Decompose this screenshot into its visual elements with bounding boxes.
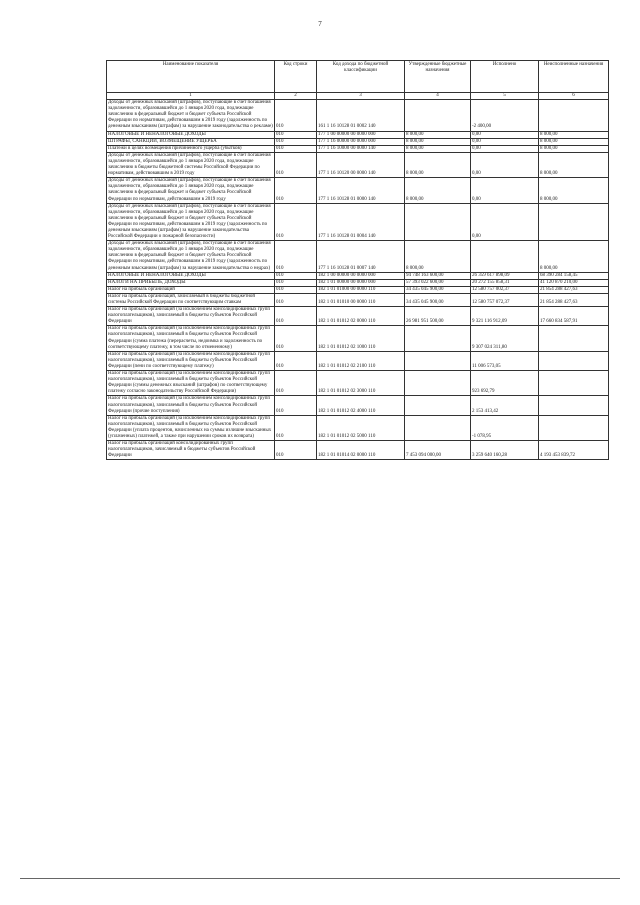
table-row [107, 178, 609, 203]
row-unexecuted: 8 000,00 [539, 152, 609, 177]
row-code: 010 [275, 415, 317, 440]
table-row [107, 351, 609, 370]
row-code: 010 [275, 293, 317, 306]
table-row [107, 138, 609, 145]
table-row [107, 371, 609, 396]
row-name: Налог на прибыль организаций консолидированных групп налогоплательщиков, зачисляемый в бюджеты субъектов Российской Федерации [107, 441, 275, 460]
row-executed: -2 400,00 [471, 100, 539, 131]
column-number-row [107, 93, 609, 100]
row-kbk: 177 1 16 00000 00 0000 000 [317, 138, 405, 145]
col-header-name: Наименование показателя [107, 61, 275, 93]
row-unexecuted: 41 120 870 210,00 [539, 279, 609, 286]
row-executed: 0,00 [471, 178, 539, 203]
row-name: Налог на прибыль организаций (за исключением консолидированных групп налогоплательщиков), зачисляемый в бюджеты субъектов Российской Федерации [107, 307, 275, 326]
row-name: Доходы от денежных взысканий (штрафов), поступающие в счет погашения задолженности, образовавшейся до 1 января 2020 года, подлежащие зачислению в федеральный бюджет и бюджет субъекта Российской Федерации по нормативам, действовавшим в 2019 году (задолженность по денежным взысканиям (штрафам) за нарушение законодательства Российской Федерации о пожарной безопасности) [107, 203, 275, 241]
header-row [107, 61, 609, 93]
row-name: Налог на прибыль организаций (за исключением консолидированных групп налогоплательщиков), зачисляемый в бюджеты субъектов Российской Федерации (прочие поступления) [107, 396, 275, 415]
row-code: 010 [275, 307, 317, 326]
table-row [107, 396, 609, 415]
row-approved: 57 393 022 600,00 [405, 279, 471, 286]
report-table [106, 60, 609, 460]
row-executed: 11 006 573,05 [471, 351, 539, 370]
row-name: НАЛОГОВЫЕ И НЕНАЛОГОВЫЕ ДОХОДЫ [107, 131, 275, 138]
row-kbk: 177 1 16 10128 01 0000 140 [317, 178, 405, 203]
table-row [107, 203, 609, 241]
row-approved: 8 000,00 [405, 145, 471, 152]
row-code: 010 [275, 152, 317, 177]
row-approved: 94 748 163 600,00 [405, 272, 471, 279]
row-approved: 26 981 951 500,00 [405, 307, 471, 326]
row-kbk: 182 1 01 01012 02 1000 110 [317, 326, 405, 351]
row-unexecuted: 8 000,00 [539, 131, 609, 138]
row-executed [471, 241, 539, 272]
col-number: 5 [471, 93, 539, 100]
row-code: 010 [275, 396, 317, 415]
row-executed: 3 259 640 160,28 [471, 441, 539, 460]
row-kbk: 182 1 01 01012 02 0000 110 [317, 307, 405, 326]
row-code: 010 [275, 286, 317, 293]
row-kbk: 182 1 00 00000 00 0000 000 [317, 272, 405, 279]
row-executed: 9 307 024 311,80 [471, 326, 539, 351]
row-unexecuted: 8 000,00 [539, 241, 609, 272]
row-name: Налог на прибыль организаций (за исключением консолидированных групп налогоплательщиков), зачисляемый в бюджеты субъектов Российской Федерации (суммы денежных взысканий (штрафов) по соответствующему платежу согласно законодательству Российской Федерации) [107, 371, 275, 396]
table-row [107, 307, 609, 326]
row-kbk: 182 1 01 00000 00 0000 000 [317, 279, 405, 286]
table-row [107, 131, 609, 138]
row-name: НАЛОГОВЫЕ И НЕНАЛОГОВЫЕ ДОХОДЫ [107, 272, 275, 279]
table-row [107, 100, 609, 131]
row-unexecuted: 8 000,00 [539, 145, 609, 152]
row-approved: 34 435 045 900,00 [405, 286, 471, 293]
row-code: 010 [275, 241, 317, 272]
row-executed: 0,00 [471, 145, 539, 152]
row-approved [405, 100, 471, 131]
col-number: 3 [317, 93, 405, 100]
row-approved: 34 435 045 900,00 [405, 293, 471, 306]
row-code: 010 [275, 138, 317, 145]
row-kbk: 182 1 01 01012 02 2100 110 [317, 351, 405, 370]
row-executed: 2 153 413,42 [471, 396, 539, 415]
row-name: ШТРАФЫ, САНКЦИИ, ВОЗМЕЩЕНИЕ УЩЕРБА [107, 138, 275, 145]
col-number: 2 [275, 93, 317, 100]
table-row [107, 241, 609, 272]
row-approved [405, 351, 471, 370]
row-executed: 26 359 617 898,09 [471, 272, 539, 279]
col-header-code: Код строки [275, 61, 317, 93]
row-unexecuted: 8 000,00 [539, 178, 609, 203]
row-executed: -1 078,95 [471, 415, 539, 440]
row-executed: 12 580 757 072,37 [471, 293, 539, 306]
row-kbk: 182 1 01 01012 02 3000 110 [317, 371, 405, 396]
row-unexecuted: 68 390 284 158,45 [539, 272, 609, 279]
table-row [107, 145, 609, 152]
row-approved [405, 203, 471, 241]
row-name: Налог на прибыль организаций [107, 286, 275, 293]
table-row [107, 441, 609, 460]
row-approved: 8 000,00 [405, 138, 471, 145]
table-row [107, 279, 609, 286]
row-approved [405, 371, 471, 396]
row-unexecuted: 17 660 834 587,91 [539, 307, 609, 326]
row-code: 010 [275, 351, 317, 370]
row-code: 010 [275, 371, 317, 396]
table-row [107, 415, 609, 440]
row-code: 010 [275, 100, 317, 131]
col-header-executed: Исполнено [471, 61, 539, 93]
row-code: 010 [275, 131, 317, 138]
row-name: Налог на прибыль организаций (за исключением консолидированных групп налогоплательщиков), зачисляемый в бюджеты субъектов Российской Федерации (уплата процентов, начисленных на суммы излишне взысканных (уплаченных) платежей, а также при нарушении сроков их возврата) [107, 415, 275, 440]
row-approved [405, 396, 471, 415]
page-number: 7 [318, 20, 322, 28]
row-kbk: 177 1 16 10128 01 0007 140 [317, 241, 405, 272]
row-unexecuted [539, 371, 609, 396]
row-code: 010 [275, 272, 317, 279]
col-number: 4 [405, 93, 471, 100]
row-name: Налог на прибыль организаций (за исключением консолидированных групп налогоплательщиков), зачисляемый в бюджеты субъектов Российской Федерации (сумма платежа (перерасчеты, недоимка и задолженность по соответствующему платежу, в том числе по отмененному) [107, 326, 275, 351]
row-kbk: 177 1 00 00000 00 0000 000 [317, 131, 405, 138]
row-name: Доходы от денежных взысканий (штрафов), поступающие в счет погашения задолженности, образовавшейся до 1 января 2020 года, подлежащие зачислению в федеральный бюджет и бюджет субъекта Российской Федерации по нормативам, действовавшим в 2019 году (задолженность по денежным взысканиям (штрафам) за нарушение законодательства о недрах) [107, 241, 275, 272]
row-kbk: 177 1 16 10128 01 0004 140 [317, 203, 405, 241]
row-kbk: 182 1 01 01010 00 0000 110 [317, 293, 405, 306]
col-number: 6 [539, 93, 609, 100]
col-header-unexecuted: Неисполненные назначения [539, 61, 609, 93]
row-approved: 8 000,00 [405, 152, 471, 177]
table-row [107, 286, 609, 293]
row-executed: 0,00 [471, 131, 539, 138]
col-header-approved: Утвержденные бюджетные назначения [405, 61, 471, 93]
row-executed: 0,00 [471, 203, 539, 241]
row-executed: 0,00 [471, 152, 539, 177]
table-row [107, 293, 609, 306]
row-approved: 7 453 094 000,00 [405, 441, 471, 460]
row-executed: 923 692,79 [471, 371, 539, 396]
row-kbk: 177 1 16 10000 00 0000 140 [317, 145, 405, 152]
report-body [107, 100, 609, 460]
row-executed: 20 272 155 858,31 [471, 279, 539, 286]
table-row [107, 326, 609, 351]
row-approved [405, 326, 471, 351]
row-name: НАЛОГИ НА ПРИБЫЛЬ, ДОХОДЫ [107, 279, 275, 286]
row-approved: 8 000,00 [405, 178, 471, 203]
row-unexecuted [539, 203, 609, 241]
row-kbk: 182 1 01 01012 02 5000 110 [317, 415, 405, 440]
row-kbk: 182 1 01 01000 00 0000 110 [317, 286, 405, 293]
row-unexecuted [539, 100, 609, 131]
row-unexecuted: 21 854 288 427,63 [539, 286, 609, 293]
row-code: 010 [275, 203, 317, 241]
row-code: 010 [275, 178, 317, 203]
row-name: Доходы от денежных взысканий (штрафов), поступающие в счет погашения задолженности, образовавшейся до 1 января 2020 года, подлежащие зачислению в федеральный бюджет и бюджет субъекта Российской Федерации по нормативам, действовавшим в 2019 году (задолженность по денежным взысканиям (штрафам) за нарушение законодательства о рекламе) [108, 100, 273, 130]
row-approved: 8 000,00 [405, 241, 471, 272]
row-name: Доходы от денежных взысканий (штрафов), поступающие в счет погашения задолженности, образовавшейся до 1 января 2020 года, подлежащие зачислению в бюджеты бюджетной системы Российской Федерации по нормативам, действовавшим в 2019 году [107, 152, 275, 177]
row-executed: 12 580 757 002,37 [471, 286, 539, 293]
row-code: 010 [275, 145, 317, 152]
row-name: Налог на прибыль организаций (за исключением консолидированных групп налогоплательщиков), зачисляемый в бюджеты субъектов Российской Федерации (пени по соответствующему платежу) [107, 351, 275, 370]
row-name: Доходы от денежных взысканий (штрафов), поступающие в счет погашения задолженности, образовавшейся до 1 января 2020 года, подлежащие зачислению в федеральный бюджет и бюджет субъекта Российской Федерации по нормативам, действовавшим в 2019 году [107, 178, 275, 203]
row-code: 010 [275, 279, 317, 286]
row-code: 010 [275, 326, 317, 351]
row-approved [405, 415, 471, 440]
row-name: Платежи в целях возмещения причиненного ущерба (убытков) [107, 145, 275, 152]
row-unexecuted: 4 193 453 839,72 [539, 441, 609, 460]
row-code: 010 [275, 441, 317, 460]
row-executed: 9 321 116 912,09 [471, 307, 539, 326]
row-name: Налог на прибыль организаций, зачисляемый в бюджеты бюджетной системы Российской Федерации по соответствующим ставкам [107, 293, 275, 306]
row-executed: 0,00 [471, 138, 539, 145]
row-unexecuted [539, 415, 609, 440]
row-unexecuted [539, 351, 609, 370]
row-unexecuted: 21 854 288 427,63 [539, 293, 609, 306]
row-unexecuted [539, 396, 609, 415]
row-kbk: 161 1 16 10128 01 0002 140 [317, 100, 405, 131]
row-kbk: 182 1 01 01012 02 4000 110 [317, 396, 405, 415]
row-approved: 8 000,00 [405, 131, 471, 138]
table-row [107, 272, 609, 279]
row-unexecuted: 8 000,00 [539, 138, 609, 145]
footer-divider [20, 878, 620, 879]
table-row [107, 152, 609, 177]
row-kbk: 182 1 01 01014 02 0000 110 [317, 441, 405, 460]
row-kbk: 177 1 16 10120 00 0000 140 [317, 152, 405, 177]
col-header-kbk: Код дохода по бюджетной классификации [317, 61, 405, 93]
row-unexecuted [539, 326, 609, 351]
col-number: 1 [107, 93, 275, 100]
